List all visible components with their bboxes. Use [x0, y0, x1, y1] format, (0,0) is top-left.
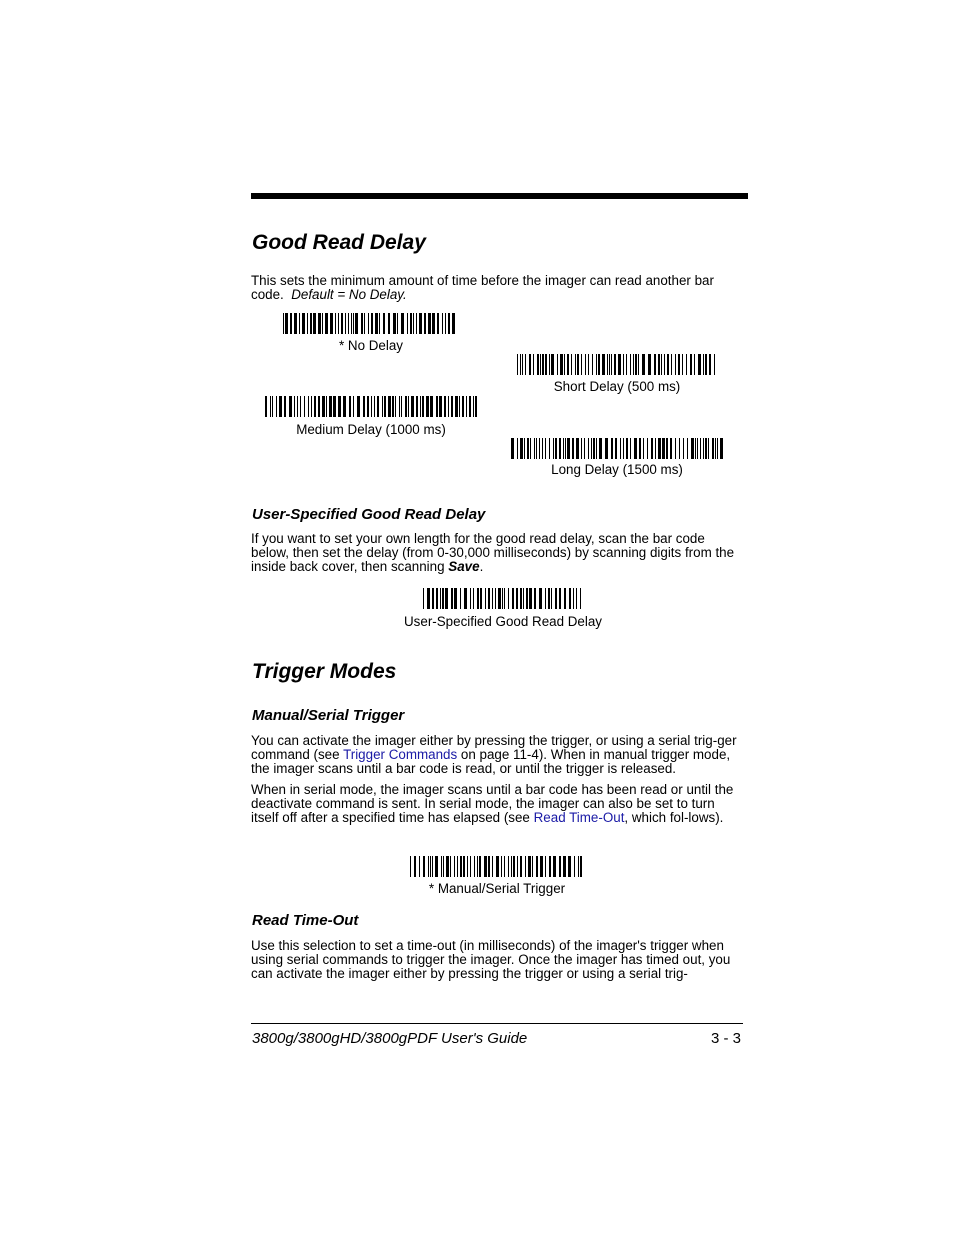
- caption-medium-delay: Medium Delay (1000 ms): [296, 422, 446, 437]
- barcode-medium-delay[interactable]: [265, 396, 477, 417]
- trigger-commands-link[interactable]: Trigger Commands: [343, 747, 458, 763]
- barcode-short-delay[interactable]: [517, 354, 716, 375]
- section-title-good-read-delay: Good Read Delay: [252, 231, 426, 254]
- caption-user-specified: User-Specified Good Read Delay: [404, 614, 602, 629]
- barcode-bar: [582, 856, 583, 877]
- barcode-bar: [475, 396, 477, 417]
- subsection-title-user-specified: User-Specified Good Read Delay: [252, 506, 486, 523]
- default-note: Default = No Delay.: [291, 287, 407, 303]
- section-title-trigger-modes: Trigger Modes: [252, 660, 397, 683]
- caption-long-delay: Long Delay (1500 ms): [551, 462, 683, 477]
- barcode-manual-serial-trigger[interactable]: [410, 856, 583, 877]
- barcode-bar: [581, 588, 583, 609]
- caption-no-delay: * No Delay: [338, 338, 404, 353]
- footer-guide-title: 3800g/3800gHD/3800gPDF User's Guide: [252, 1030, 528, 1047]
- top-rule: [251, 193, 748, 199]
- barcode-bar: [720, 438, 723, 459]
- barcode-long-delay[interactable]: [511, 438, 723, 459]
- subsection-title-read-timeout: Read Time-Out: [252, 912, 359, 929]
- barcode-user-specified[interactable]: [423, 588, 583, 609]
- page-number: 3 - 3: [710, 1030, 741, 1047]
- barcode-bar: [715, 354, 716, 375]
- read-timeout-paragraph: Use this selection to set a time-out (in milliseconds) of the imager's trigger when using serial commands to trigger the imager. Once the imager has timed out, you can activate the imager either by pressing the trigger or using a serial trig-: [251, 938, 731, 982]
- manual-trigger-paragraph: You can activate the imager either by pressing the trigger, or using a serial trig-ger command (see Trigger Commands on page 11-4). When in manual trigger mode, the imager scans until a bar code is read, or until the trigger is released.: [251, 733, 737, 777]
- good-read-delay-intro: This sets the minimum amount of time before the imager can read another bar code. Default = No Delay.: [251, 273, 714, 303]
- user-specified-text: If you want to set your own length for the good read delay, scan the bar code below, then set the delay (from 0-30,000 milliseconds) by scanning digits from the inside back cover, then scanning Save.: [251, 531, 735, 575]
- barcode-bar: [455, 313, 457, 334]
- barcode-no-delay[interactable]: [283, 313, 457, 334]
- footer-rule: [251, 1023, 743, 1024]
- caption-short-delay: Short Delay (500 ms): [553, 379, 681, 394]
- read-timeout-link[interactable]: Read Time-Out: [533, 810, 625, 826]
- serial-mode-paragraph: When in serial mode, the imager scans until a bar code has been read or until the deactivate command is sent. In serial mode, the imager can also be set to turn itself off after a specified time has elapsed (see Read Time-Out, which fol-lows).: [251, 782, 734, 826]
- subsection-title-manual-serial: Manual/Serial Trigger: [252, 707, 405, 724]
- caption-manual-serial-trigger: * Manual/Serial Trigger: [428, 881, 566, 896]
- save-word: Save: [448, 559, 480, 575]
